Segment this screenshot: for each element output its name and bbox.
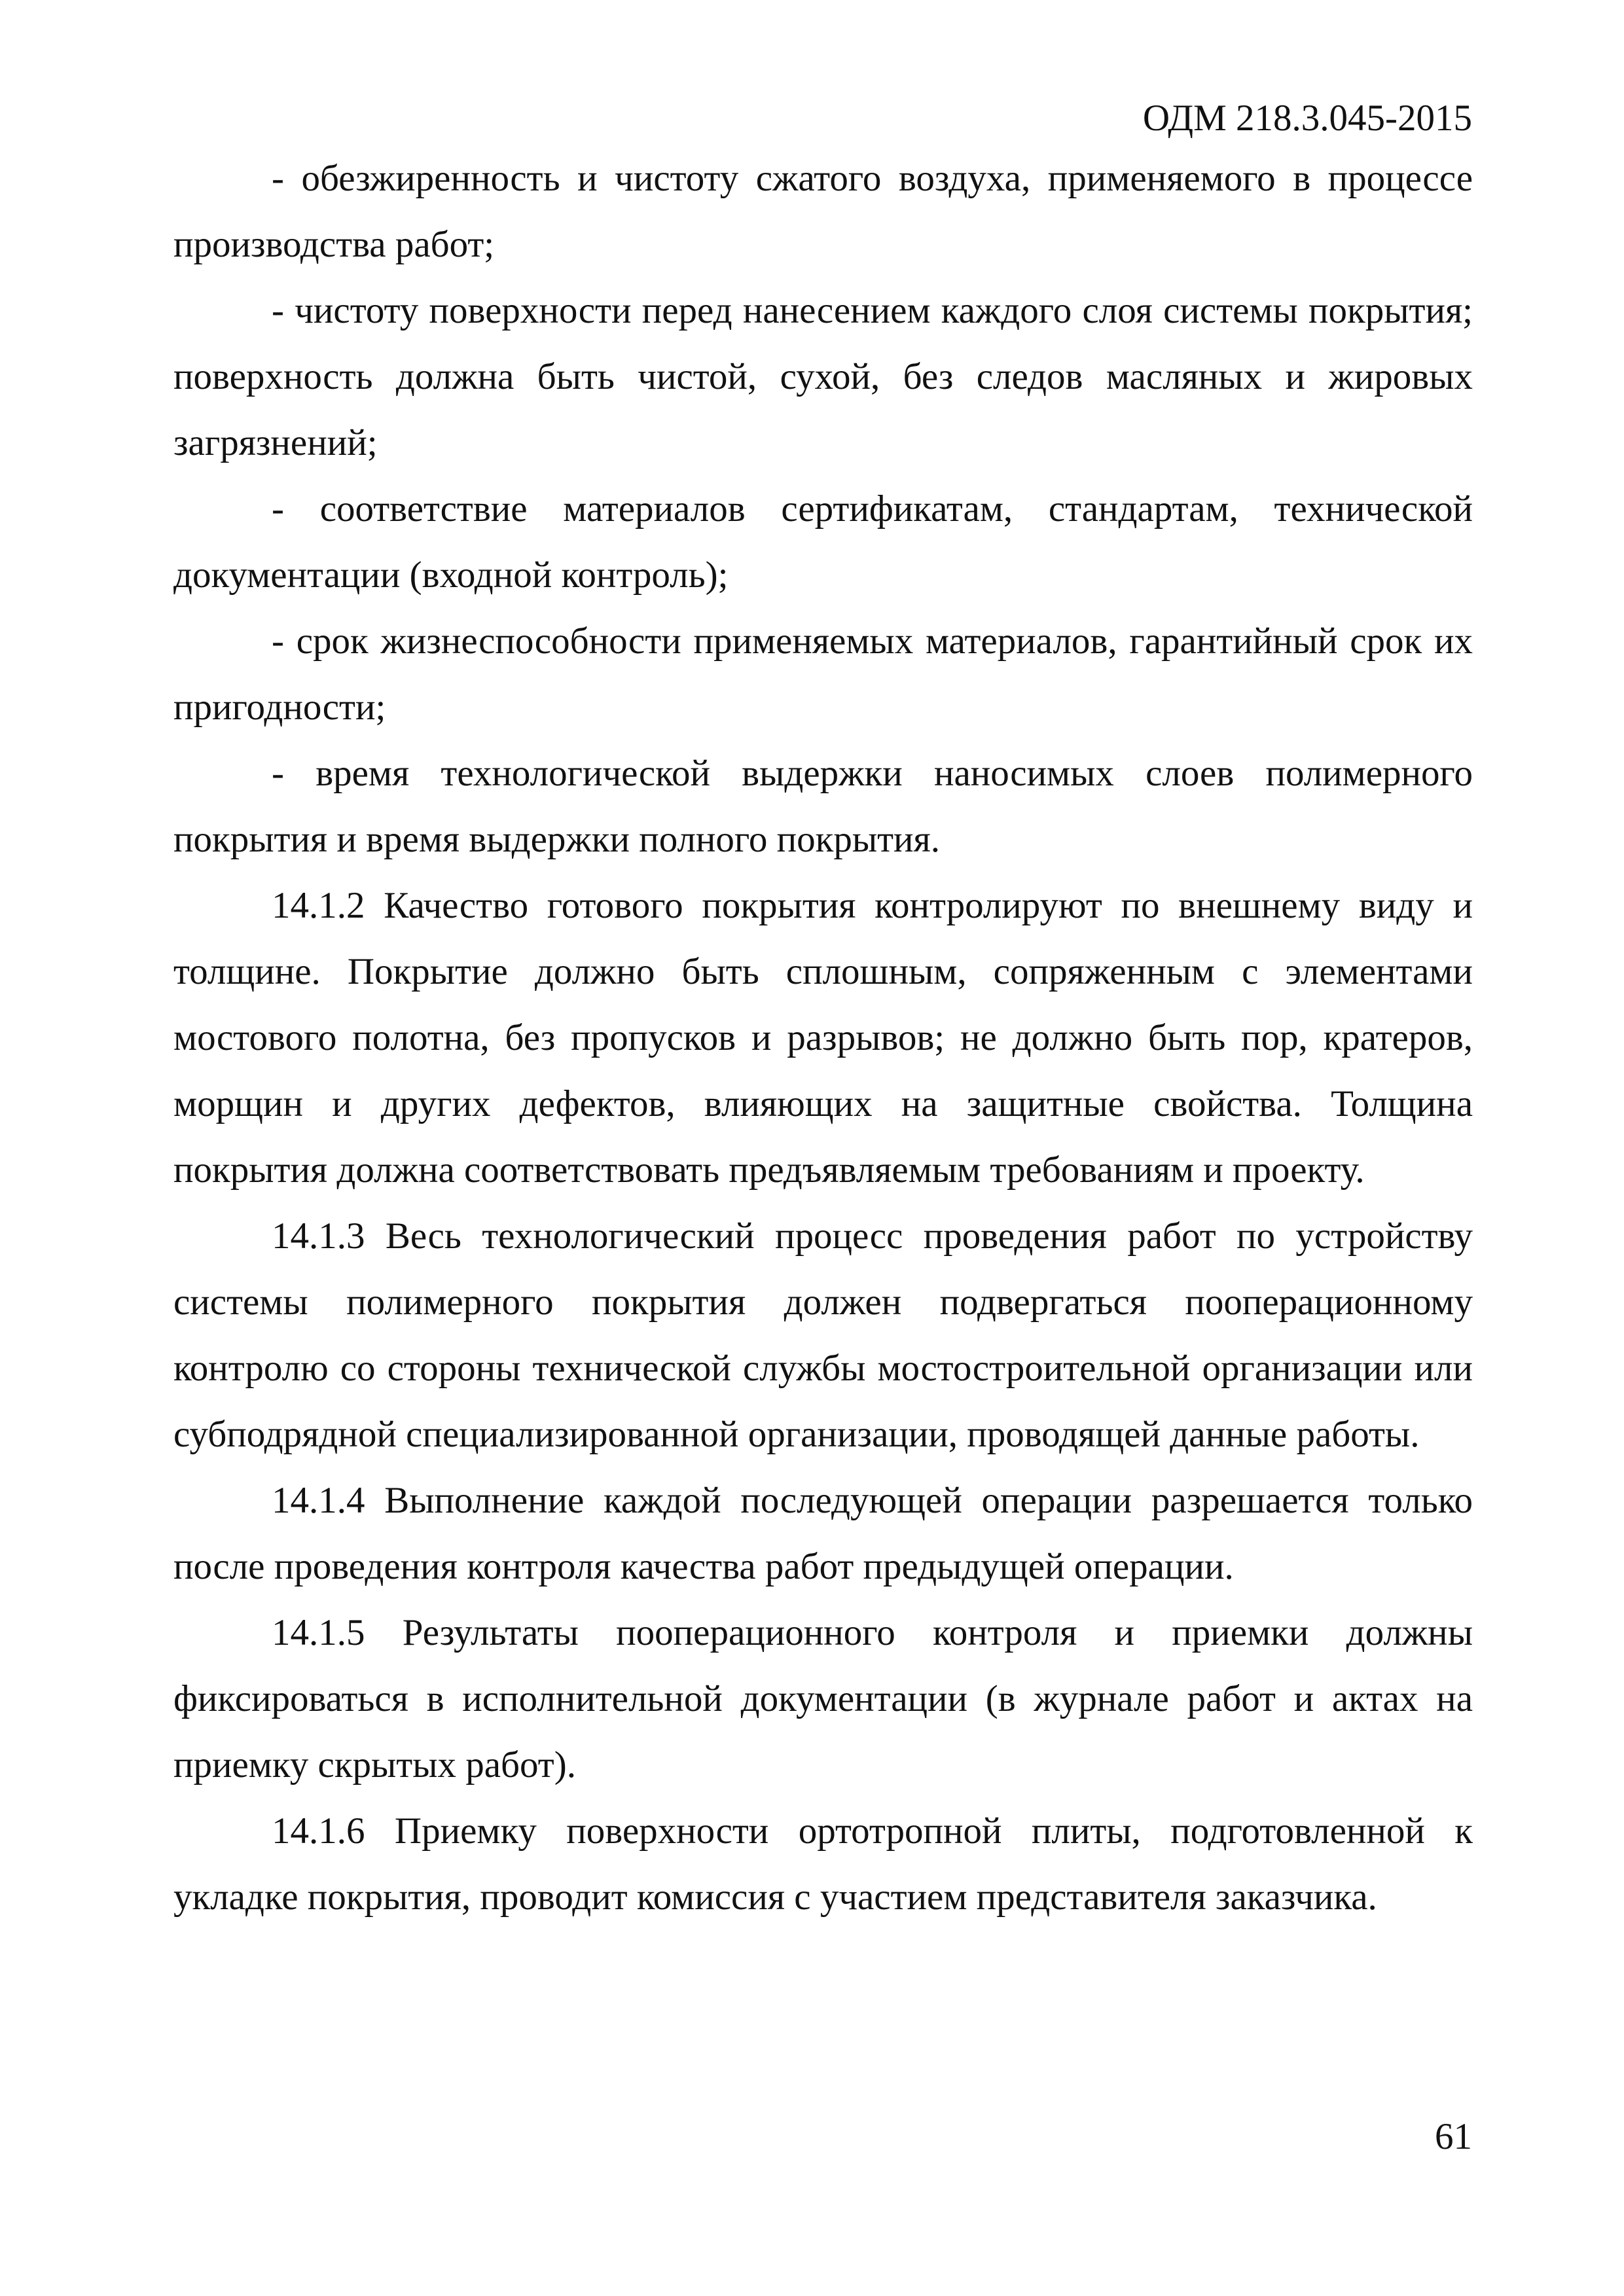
document-code: ОДМ 218.3.045-2015 <box>1142 98 1472 139</box>
paragraph-14-1-3: 14.1.3 Весь технологический процесс проведения работ по устройству системы полимерного покрытия должен подвергаться пооперационному контролю со стороны технической службы мостостроительной организации или субподрядной специализированной организации, проводящей данные работы. <box>173 1215 1473 1455</box>
paragraph-14-1-4: 14.1.4 Выполнение каждой последующей операции разрешается только после проведения контроля качества работ предыдущей операции. <box>173 1480 1473 1587</box>
paragraph-pot-life: - срок жизнеспособности применяемых материалов, гарантийный срок их пригодности; <box>173 620 1473 728</box>
body-text <box>173 145 1473 1930</box>
paragraph-degreasing: - обезжиренность и чистоту сжатого воздуха, применяемого в процессе производства работ; <box>173 158 1473 265</box>
page-number: 61 <box>1435 2116 1472 2157</box>
paragraph-curing-time: - время технологической выдержки наносимых слоев полимерного покрытия и время выдержки полного покрытия. <box>173 753 1473 860</box>
paragraph-materials-compliance: - соответствие материалов сертификатам, стандартам, технической документации (входной контроль); <box>173 488 1473 596</box>
paragraph-surface-cleanliness: - чистоту поверхности перед нанесением каждого слоя системы покрытия; поверхность должна быть чистой, сухой, без следов масляных и жировых загрязнений; <box>173 290 1473 463</box>
paragraph-14-1-2: 14.1.2 Качество готового покрытия контролируют по внешнему виду и толщине. Покрытие должно быть сплошным, сопряженным с элементами мостового полотна, без пропусков и разрывов; не должно быть пор, кратеров, морщин и других дефектов, влияющих на защитные свойства. Толщина покрытия должна соответствовать предъявляемым требованиям и проекту. <box>173 885 1473 1191</box>
paragraph-14-1-6: 14.1.6 Приемку поверхности ортотропной плиты, подготовленной к укладке покрытия, проводит комиссия с участием представителя заказчика. <box>173 1810 1473 1918</box>
paragraph-14-1-5: 14.1.5 Результаты пооперационного контроля и приемки должны фиксироваться в исполнительной документации (в журнале работ и актах на приемку скрытых работ). <box>173 1612 1473 1785</box>
